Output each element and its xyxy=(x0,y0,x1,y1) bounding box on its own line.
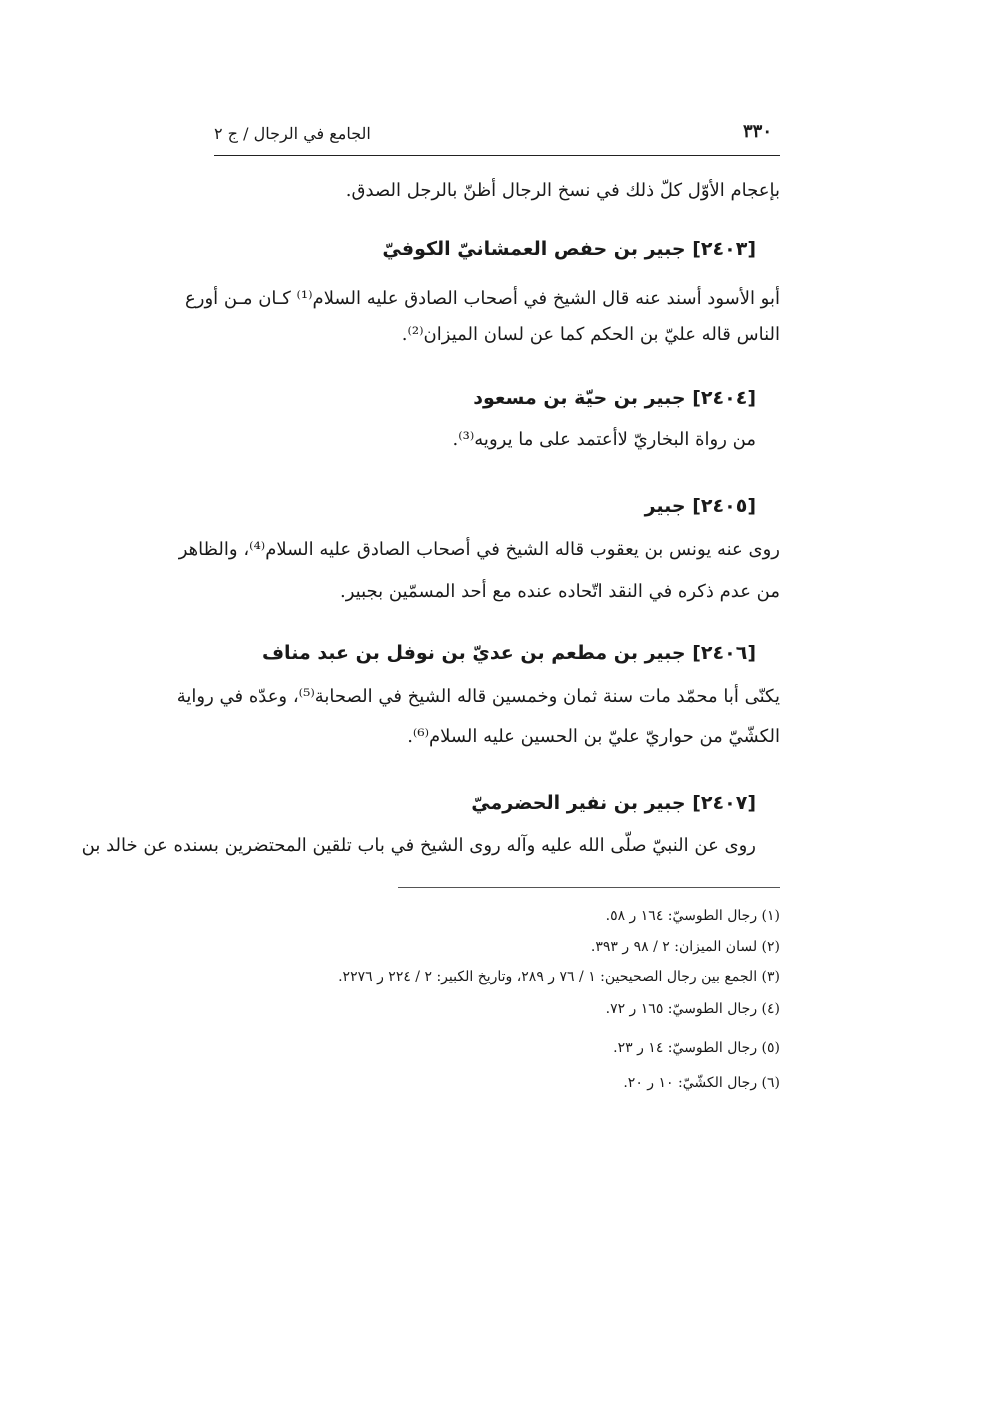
running-header-title: الجامع في الرجال / ج ٢ xyxy=(214,124,371,143)
footnote-6: (٦) رجال الكشّيّ: ١٠ ر ٢٠. xyxy=(623,1075,780,1091)
entry-2406-line-1: يكنّى أبا محمّد مات سنة ثمان وخمسين قاله الشيخ في الصحابة⁽⁵⁾، وعدّه في رواية xyxy=(176,686,780,707)
footnote-5: (٥) رجال الطوسيّ: ١٤ ر ٢٣. xyxy=(613,1040,780,1056)
page-number: ٣٣٠ xyxy=(743,121,773,142)
footnote-4: (٤) رجال الطوسيّ: ١٦٥ ر ٧٢. xyxy=(605,1001,780,1017)
entry-2405-line-1: روى عنه يونس بن يعقوب قاله الشيخ في أصحاب الصادق عليه السلام⁽⁴⁾، والظاهر xyxy=(178,539,780,560)
entry-2407-line-1: روى عن النبيّ صلّى الله عليه وآله روى الشيخ في باب تلقين المحتضرين بسنده عن خالد بن xyxy=(81,835,756,856)
entry-2405-line-2: من عدم ذكره في النقد اتّحاده عنده مع أحد المسمّين بجبير. xyxy=(340,581,780,602)
footnote-3: (٣) الجمع بين رجال الصحيحين: ١ / ٧٦ ر ٢٨٩، وتاريخ الكبير: ٢ / ٢٢٤ ر ٢٢٧٦. xyxy=(338,969,780,985)
footnote-divider xyxy=(398,887,780,888)
footnote-2: (٢) لسان الميزان: ٢ / ٩٨ ر ٣٩٣. xyxy=(590,939,780,955)
entry-title-2406: [٢٤٠٦] جبير بن مطعم بن عديّ بن نوفل بن عبد مناف xyxy=(261,642,756,664)
intro-line: بإعجام الأوّل كلّ ذلك في نسخ الرجال أظنّ بالرجل الصدق. xyxy=(345,180,780,201)
header-divider xyxy=(214,155,780,156)
entry-title-2405: [٢٤٠٥] جبير xyxy=(644,495,756,517)
entry-2403-line-2: الناس قاله عليّ بن الحكم كما عن لسان الميزان⁽²⁾. xyxy=(401,324,780,345)
entry-title-2404: [٢٤٠٤] جبير بن حيّة بن مسعود xyxy=(473,387,756,409)
entry-2403-line-1: أبو الأسود أسند عنه قال الشيخ في أصحاب الصادق عليه السلام⁽¹⁾ كـان مـن أورع xyxy=(185,288,780,309)
footnote-1: (١) رجال الطوسيّ: ١٦٤ ر ٥٨. xyxy=(605,908,780,924)
entry-title-2407: [٢٤٠٧] جبير بن نفير الحضرميّ xyxy=(471,792,756,814)
entry-2406-line-2: الكشّيّ من حواريّ عليّ بن الحسين عليه السلام⁽⁶⁾. xyxy=(407,726,780,747)
entry-2404-line-1: من رواة البخاريّ لاأعتمد على ما يرويه⁽³⁾. xyxy=(452,429,756,450)
entry-title-2403: [٢٤٠٣] جبير بن حفص العمشانيّ الكوفيّ xyxy=(382,238,756,260)
